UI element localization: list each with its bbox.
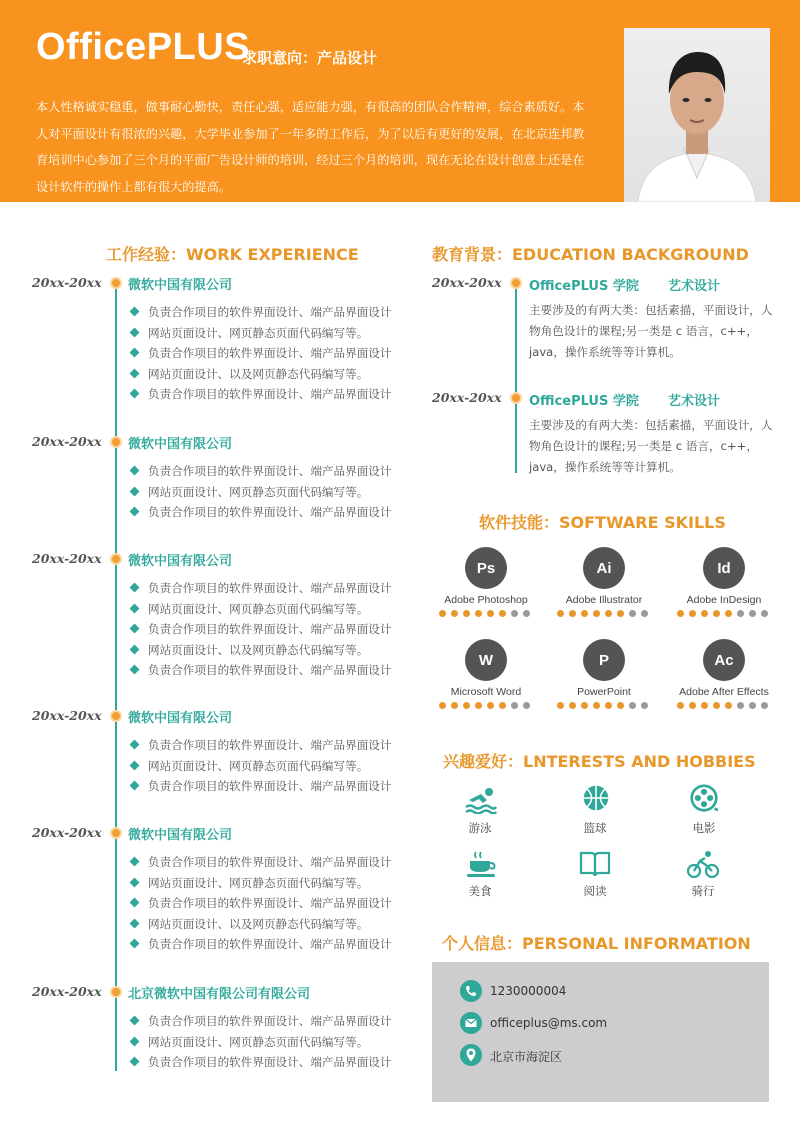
duty-text: 负责合作项目的软件界面设计、端产品界面设计 xyxy=(148,464,392,478)
school-name: OfficePLUS 学院 xyxy=(529,279,639,294)
skill-level-dot xyxy=(713,702,720,709)
education-timeline-line xyxy=(515,283,517,473)
skill-level-dot xyxy=(725,702,732,709)
skill-badge-icon: Ac xyxy=(703,639,745,681)
duty-item xyxy=(131,304,391,320)
skill-level-dot xyxy=(725,610,732,617)
education-date: 20xx-20xx xyxy=(432,390,502,405)
diamond-bullet-icon xyxy=(130,603,140,613)
skill-name: PowerPoint xyxy=(577,686,631,698)
skill-level-dot xyxy=(701,610,708,617)
duty-item xyxy=(131,778,391,794)
skill-level-dot xyxy=(463,610,470,617)
diamond-bullet-icon xyxy=(130,466,140,476)
skill-level-dot xyxy=(463,702,470,709)
duty-item xyxy=(131,642,368,658)
skill-level-dot xyxy=(677,702,684,709)
skill-level-dot xyxy=(557,610,564,617)
candidate-name: OfficePLUS xyxy=(36,26,251,68)
skill-badge-icon: Ai xyxy=(583,547,625,589)
timeline-dot xyxy=(110,827,122,839)
duty-text: 负责合作项目的软件界面设计、端产品界面设计 xyxy=(148,1014,392,1028)
duty-text: 负责合作项目的软件界面设计、端产品界面设计 xyxy=(148,505,392,519)
skill-level-dot xyxy=(617,702,624,709)
duty-text: 负责合作项目的软件界面设计、端产品界面设计 xyxy=(148,346,392,360)
hobbies-heading: 兴趣爱好：LNTERESTS AND HOBBIES xyxy=(443,752,756,771)
duty-text: 网站页面设计、以及网页静态代码编写等。 xyxy=(148,642,369,657)
company-name: 微软中国有限公司 xyxy=(128,278,233,293)
work-date: 20xx-20xx xyxy=(32,984,102,999)
email-icon xyxy=(460,1012,482,1034)
skill-level-dot xyxy=(629,610,636,617)
duty-item xyxy=(131,601,368,617)
work-date: 20xx-20xx xyxy=(32,434,102,449)
duty-text: 负责合作项目的软件界面设计、端产品界面设计 xyxy=(148,1055,392,1069)
skill-level-dot xyxy=(641,610,648,617)
diamond-bullet-icon xyxy=(130,939,140,949)
hobby-label: 骑行 xyxy=(691,884,715,898)
duty-item xyxy=(131,580,391,596)
skill-level-rating xyxy=(557,610,648,617)
duty-item xyxy=(131,1034,368,1050)
duty-item xyxy=(131,325,368,341)
skill-level-dot xyxy=(569,610,576,617)
self-introduction: 本人性格诚实稳重，做事耐心勤快，责任心强，适应能力强，有很高的团队合作精神，综合素质好。本人对平面设计有很浓的兴趣，大学毕业参加了一年多的工作后，为了以后有更好的发展，在北京连邦教育培训中心参加了三个月的平面广告设计师的培训，经过三个月的培训，现在无论在设计创意上还是在设计软件的操作上都有很大的提高。 xyxy=(36,100,585,194)
diamond-bullet-icon xyxy=(130,348,140,358)
diamond-bullet-icon xyxy=(130,327,140,337)
education-description: 主要涉及的有两大类：包括素描，平面设计，人物角色设计的课程;另一类是 c 语言，c++，java，操作系统等等计算机。 xyxy=(529,418,773,474)
cycling-icon xyxy=(687,850,719,878)
duty-item xyxy=(131,662,391,678)
work-timeline-line xyxy=(115,283,117,1071)
duty-text: 负责合作项目的软件界面设计、端产品界面设计 xyxy=(148,855,392,869)
skill-level-dot xyxy=(487,610,494,617)
work-date: 20xx-20xx xyxy=(32,551,102,566)
duty-text: 负责合作项目的软件界面设计、端产品界面设计 xyxy=(148,896,392,910)
job-intention: 求职意向：产品设计 xyxy=(242,49,378,67)
skill-name: Adobe After Effects xyxy=(679,686,769,698)
skill-level-dot xyxy=(499,610,506,617)
skill-level-dot xyxy=(451,702,458,709)
duty-text: 网站页面设计、网页静态页面代码编写等。 xyxy=(148,601,369,616)
skill-level-dot xyxy=(701,702,708,709)
skill-level-dot xyxy=(761,702,768,709)
duty-text: 网站页面设计、以及网页静态代码编写等。 xyxy=(148,366,369,381)
duty-item xyxy=(131,504,391,520)
duty-text: 网站页面设计、网页静态页面代码编写等。 xyxy=(148,758,369,773)
skill-level-dot xyxy=(761,610,768,617)
company-name: 微软中国有限公司 xyxy=(128,828,233,843)
timeline-dot xyxy=(110,710,122,722)
location-pin-icon xyxy=(460,1044,482,1066)
skill-level-dot xyxy=(737,610,744,617)
duty-text: 负责合作项目的软件界面设计、端产品界面设计 xyxy=(148,622,392,636)
skill-level-dot xyxy=(605,610,612,617)
profile-photo xyxy=(624,28,770,202)
skill-level-dot xyxy=(593,702,600,709)
swimming-icon xyxy=(465,786,497,814)
skill-level-dot xyxy=(617,610,624,617)
diamond-bullet-icon xyxy=(130,781,140,791)
diamond-bullet-icon xyxy=(130,877,140,887)
skill-badge-icon: P xyxy=(583,639,625,681)
skill-level-dot xyxy=(749,702,756,709)
phone-icon xyxy=(460,980,482,1002)
skills-heading: 软件技能：SOFTWARE SKILLS xyxy=(479,513,726,532)
skill-level-dot xyxy=(475,702,482,709)
duty-item xyxy=(131,916,368,932)
duty-item xyxy=(131,1013,391,1029)
diamond-bullet-icon xyxy=(130,583,140,593)
diamond-bullet-icon xyxy=(130,507,140,517)
skill-level-dot xyxy=(511,702,518,709)
skill-level-dot xyxy=(593,610,600,617)
work-date: 20xx-20xx xyxy=(32,708,102,723)
duty-text: 网站页面设计、网页静态页面代码编写等。 xyxy=(148,1034,369,1049)
duty-item xyxy=(131,484,368,500)
company-name: 微软中国有限公司 xyxy=(128,554,233,569)
skill-level-dot xyxy=(605,702,612,709)
diamond-bullet-icon xyxy=(130,740,140,750)
skill-level-dot xyxy=(581,702,588,709)
diamond-bullet-icon xyxy=(130,857,140,867)
duty-text: 负责合作项目的软件界面设计、端产品界面设计 xyxy=(148,581,392,595)
duty-item xyxy=(131,737,391,753)
duty-text: 网站页面设计、网页静态页面代码编写等。 xyxy=(148,325,369,340)
basketball-icon xyxy=(580,784,612,812)
skill-level-dot xyxy=(581,610,588,617)
company-name: 微软中国有限公司 xyxy=(128,711,233,726)
diamond-bullet-icon xyxy=(130,760,140,770)
work-date: 20xx-20xx xyxy=(32,825,102,840)
skill-level-dot xyxy=(499,702,506,709)
duty-text: 负责合作项目的软件界面设计、端产品界面设计 xyxy=(148,937,392,951)
diamond-bullet-icon xyxy=(130,898,140,908)
skill-level-dot xyxy=(749,610,756,617)
work-experience-heading: 工作经验：WORK EXPERIENCE xyxy=(106,245,359,264)
hobby-label: 电影 xyxy=(692,821,716,835)
skill-name: Adobe Illustrator xyxy=(565,594,643,606)
duty-text: 负责合作项目的软件界面设计、端产品界面设计 xyxy=(148,663,392,677)
skill-level-rating xyxy=(439,702,530,709)
personal-info-heading: 个人信息：PERSONAL INFORMATION xyxy=(442,934,751,953)
duty-item xyxy=(131,1054,391,1070)
film-reel-icon xyxy=(688,784,720,812)
duty-item xyxy=(131,895,391,911)
hobby-label: 游泳 xyxy=(468,821,492,835)
education-major: 艺术设计 xyxy=(668,394,721,409)
skill-level-dot xyxy=(569,702,576,709)
diamond-bullet-icon xyxy=(130,368,140,378)
work-date: 20xx-20xx xyxy=(32,275,102,290)
diamond-bullet-icon xyxy=(130,307,140,317)
education-date: 20xx-20xx xyxy=(432,275,502,290)
duty-item xyxy=(131,875,368,891)
person-portrait-icon xyxy=(624,28,770,202)
food-icon xyxy=(466,850,498,878)
duty-item xyxy=(131,936,391,952)
skill-level-rating xyxy=(557,702,648,709)
duty-item xyxy=(131,758,368,774)
skill-level-dot xyxy=(523,610,530,617)
diamond-bullet-icon xyxy=(130,665,140,675)
education-heading: 教育背景：EDUCATION BACKGROUND xyxy=(432,245,749,264)
timeline-dot xyxy=(110,553,122,565)
skill-level-rating xyxy=(677,610,768,617)
duty-text: 网站页面设计、网页静态页面代码编写等。 xyxy=(148,875,369,890)
timeline-dot xyxy=(110,277,122,289)
book-icon xyxy=(579,850,611,878)
diamond-bullet-icon xyxy=(130,624,140,634)
skill-level-dot xyxy=(689,610,696,617)
skill-level-dot xyxy=(475,610,482,617)
duty-text: 负责合作项目的软件界面设计、端产品界面设计 xyxy=(148,779,392,793)
skill-level-rating xyxy=(677,702,768,709)
personal-info-box xyxy=(432,962,769,1102)
hobby-label: 阅读 xyxy=(583,884,607,898)
skill-level-dot xyxy=(451,610,458,617)
diamond-bullet-icon xyxy=(130,389,140,399)
school-name: OfficePLUS 学院 xyxy=(529,394,639,409)
duty-item xyxy=(131,854,391,870)
skill-badge-icon: Id xyxy=(703,547,745,589)
duty-text: 网站页面设计、网页静态页面代码编写等。 xyxy=(148,484,369,499)
skill-level-dot xyxy=(737,702,744,709)
skill-level-dot xyxy=(439,610,446,617)
duty-text: 网站页面设计、以及网页静态代码编写等。 xyxy=(148,916,369,931)
diamond-bullet-icon xyxy=(130,1016,140,1026)
company-name: 微软中国有限公司 xyxy=(128,437,233,452)
skill-badge-icon: W xyxy=(465,639,507,681)
diamond-bullet-icon xyxy=(130,1036,140,1046)
skill-name: Adobe InDesign xyxy=(686,594,762,606)
skill-name: Adobe Photoshop xyxy=(444,594,528,606)
skill-level-dot xyxy=(641,702,648,709)
education-description: 主要涉及的有两大类：包括素描，平面设计，人物角色设计的课程;另一类是 c 语言，c++，java，操作系统等等计算机。 xyxy=(529,303,773,359)
skill-level-dot xyxy=(629,702,636,709)
skill-level-dot xyxy=(713,610,720,617)
diamond-bullet-icon xyxy=(130,918,140,928)
phone-number: 1230000004 xyxy=(490,984,567,998)
skill-name: Microsoft Word xyxy=(450,686,522,698)
hobby-label: 美食 xyxy=(468,884,492,898)
skill-badge-icon: Ps xyxy=(465,547,507,589)
email-address: officeplus@ms.com xyxy=(490,1016,608,1030)
timeline-dot xyxy=(510,392,522,404)
address: 北京市海淀区 xyxy=(490,1050,563,1064)
header-banner xyxy=(0,0,800,202)
timeline-dot xyxy=(110,436,122,448)
duty-item xyxy=(131,345,391,361)
skill-level-dot xyxy=(511,610,518,617)
skill-level-rating xyxy=(439,610,530,617)
duty-item xyxy=(131,621,391,637)
skill-level-dot xyxy=(523,702,530,709)
hobby-label: 篮球 xyxy=(583,821,607,835)
education-major: 艺术设计 xyxy=(668,279,721,294)
skill-level-dot xyxy=(689,702,696,709)
duty-text: 负责合作项目的软件界面设计、端产品界面设计 xyxy=(148,387,392,401)
skill-level-dot xyxy=(439,702,446,709)
duty-item xyxy=(131,366,368,382)
diamond-bullet-icon xyxy=(130,1057,140,1067)
duty-item xyxy=(131,463,391,479)
company-name: 北京微软中国有限公司有限公司 xyxy=(128,987,311,1002)
duty-text: 负责合作项目的软件界面设计、端产品界面设计 xyxy=(148,305,392,319)
skill-level-dot xyxy=(487,702,494,709)
skill-level-dot xyxy=(677,610,684,617)
duty-text: 负责合作项目的软件界面设计、端产品界面设计 xyxy=(148,738,392,752)
duty-item xyxy=(131,386,391,402)
timeline-dot xyxy=(110,986,122,998)
timeline-dot xyxy=(510,277,522,289)
diamond-bullet-icon xyxy=(130,486,140,496)
diamond-bullet-icon xyxy=(130,644,140,654)
skill-level-dot xyxy=(557,702,564,709)
